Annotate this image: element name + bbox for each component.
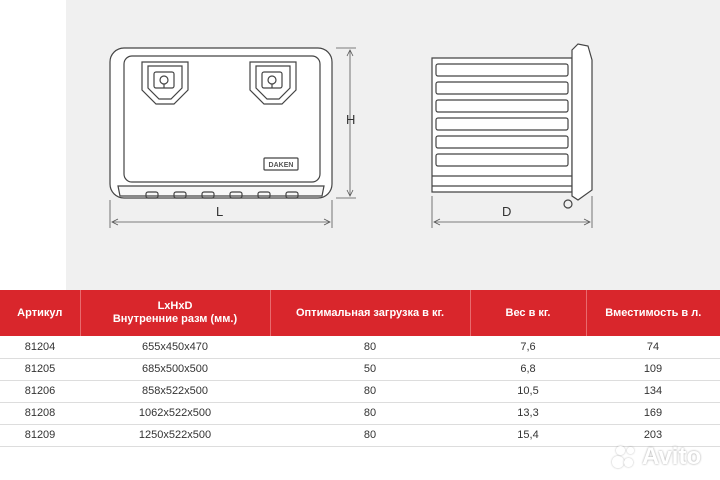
side-view (432, 44, 592, 208)
avito-logo-icon (612, 444, 638, 470)
cell-dimensions: 1250x522x500 (80, 424, 270, 446)
cell-capacity: 203 (586, 424, 720, 446)
cell-load: 80 (270, 380, 470, 402)
cell-load: 80 (270, 336, 470, 358)
cell-load: 80 (270, 424, 470, 446)
header-weight: Вес в кг. (470, 290, 586, 336)
header-dimensions (80, 290, 270, 336)
header-capacity: Вместимость в л. (586, 290, 720, 336)
header-load: Оптимальная загрузка в кг. (270, 290, 470, 336)
avito-wordmark: Avito (642, 443, 702, 470)
cell-load: 50 (270, 358, 470, 380)
avito-watermark (612, 440, 720, 474)
technical-drawing (66, 0, 720, 290)
cell-capacity: 109 (586, 358, 720, 380)
cell-article: 81206 (0, 380, 80, 402)
table-header-row (0, 290, 720, 336)
length-label: L (216, 204, 224, 219)
cell-weight: 15,4 (470, 424, 586, 446)
cell-dimensions: 655x450x470 (80, 336, 270, 358)
cell-capacity: 134 (586, 380, 720, 402)
table-row (0, 336, 720, 358)
cell-article: 81208 (0, 402, 80, 424)
depth-label: D (502, 204, 512, 219)
cell-load: 80 (270, 402, 470, 424)
cell-article: 81209 (0, 424, 80, 446)
header-dimensions-main: LxHxD (157, 300, 193, 312)
table-row (0, 402, 720, 424)
right-lock-icon (250, 62, 296, 104)
height-label: H (346, 112, 356, 127)
left-lock-icon (142, 62, 188, 104)
cell-dimensions: 685x500x500 (80, 358, 270, 380)
toolbox-drawing-svg (66, 0, 720, 290)
cell-article: 81205 (0, 358, 80, 380)
cell-capacity: 169 (586, 402, 720, 424)
front-view (110, 48, 332, 198)
cell-weight: 13,3 (470, 402, 586, 424)
brand-plate-text: DAKEN (268, 162, 294, 169)
cell-article: 81204 (0, 336, 80, 358)
cell-weight: 10,5 (470, 380, 586, 402)
specifications-table (0, 290, 720, 447)
cell-weight: 6,8 (470, 358, 586, 380)
depth-dimension (432, 196, 592, 228)
header-article: Артикул (0, 290, 80, 336)
cell-weight: 7,6 (470, 336, 586, 358)
table-row (0, 358, 720, 380)
table-row (0, 380, 720, 402)
header-dimensions-sub: Внутренние разм (мм.) (112, 313, 238, 325)
cell-capacity: 74 (586, 336, 720, 358)
cell-dimensions: 858x522x500 (80, 380, 270, 402)
cell-dimensions: 1062x522x500 (80, 402, 270, 424)
